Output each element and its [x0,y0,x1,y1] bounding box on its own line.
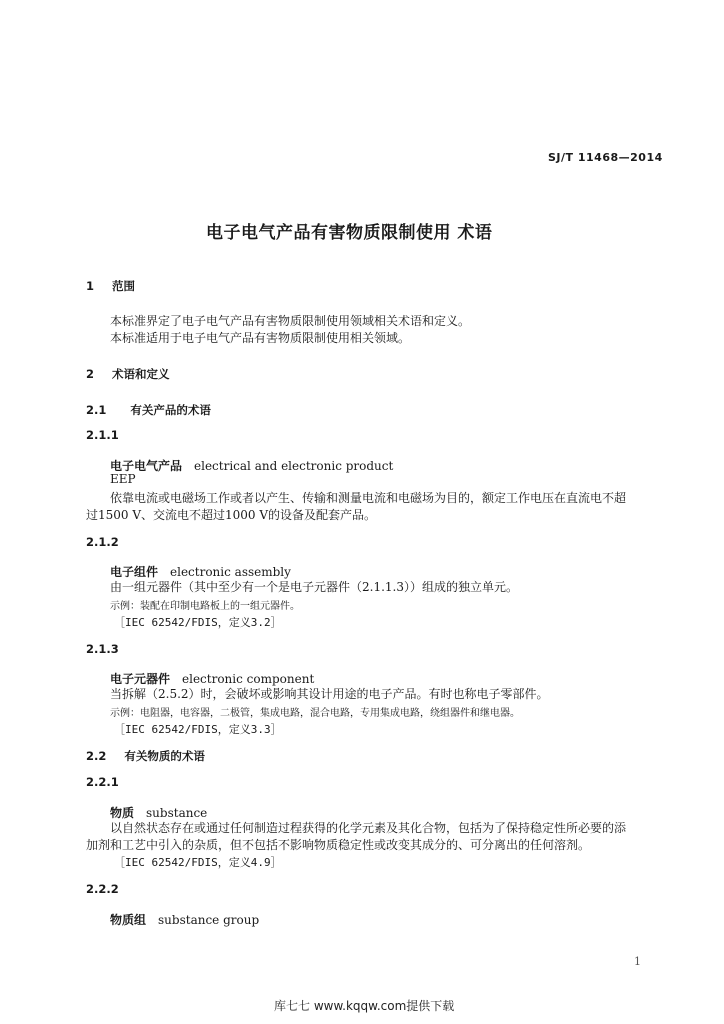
term-entry [110,909,259,928]
example: 示例：装配在印制电路板上的一组元器件。 [110,601,300,612]
clause-number: 2.2.1 [86,775,119,789]
section-number: 2.2 [86,749,107,763]
term-english: electronic assembly [170,565,291,579]
subsection-2-1-heading [86,402,211,418]
section-title: 有关物质的术语 [124,749,205,763]
clause-number: 2.1.3 [86,642,119,656]
download-watermark: 库七七 www.kqqw.com提供下载 [274,999,455,1013]
definition: 由一组元器件（其中至少有一个是电子元器件（2.1.1.3））组成的独立单元。 [110,580,518,594]
reference: ［IEC 62542/FDIS，定义3.2］ [114,616,282,629]
term-english: electrical and electronic product [194,459,394,473]
term-entry [110,455,393,474]
clause-number: 2.1.2 [86,535,119,549]
page-number: 1 [634,955,641,968]
clause-number: 2.1.1 [86,428,119,442]
clause-number: 2.2.2 [86,882,119,896]
document-title: 电子电气产品有害物质限制使用 术语 [206,223,493,243]
reference: ［IEC 62542/FDIS，定义4.9］ [114,856,282,869]
definition: 加剂和工艺中引入的杂质，但不包括不影响物质稳定性或改变其成分的、可分离出的任何溶剂。 [86,838,591,852]
paragraph: 本标准界定了电子电气产品有害物质限制使用领域相关术语和定义。 [110,314,471,328]
section-title: 术语和定义 [112,367,170,381]
standard-code: SJ/T 11468—2014 [548,151,663,164]
term-chinese: 电子元器件 [110,672,171,686]
term-chinese: 物质组 [110,913,147,927]
term-english: substance [146,806,208,820]
subsection-2-2-heading [86,748,205,764]
definition: 过1500 V、交流电不超过1000 V的设备及配套产品。 [86,508,377,522]
term-chinese: 物质 [110,806,135,820]
section-title: 范围 [112,279,136,293]
section-2-heading [86,366,170,382]
section-title: 有关产品的术语 [130,403,211,417]
term-chinese: 电子电气产品 [110,459,183,473]
definition: 当拆解（2.5.2）时，会破坏或影响其设计用途的电子产品。有时也称电子零部件。 [110,687,549,701]
reference: ［IEC 62542/FDIS，定义3.3］ [114,723,282,736]
section-1-heading [86,278,135,294]
example: 示例：电阻器，电容器，二极管，集成电路，混合电路，专用集成电路，绕组器件和继电器。 [110,708,520,719]
definition: 以自然状态存在或通过任何制造过程获得的化学元素及其化合物，包括为了保持稳定性所必要的添 [110,821,627,835]
section-number: 2 [86,367,95,381]
section-number: 2.1 [86,403,107,417]
term-english: substance group [158,913,260,927]
term-abbreviation: EEP [110,472,136,486]
section-number: 1 [86,279,95,293]
paragraph: 本标准适用于电子电气产品有害物质限制使用相关领域。 [110,331,411,345]
term-chinese: 电子组件 [110,565,159,579]
term-english: electronic component [182,672,315,686]
definition: 依靠电流或电磁场工作或者以产生、传输和测量电流和电磁场为目的，额定工作电压在直流电不超 [110,491,627,505]
